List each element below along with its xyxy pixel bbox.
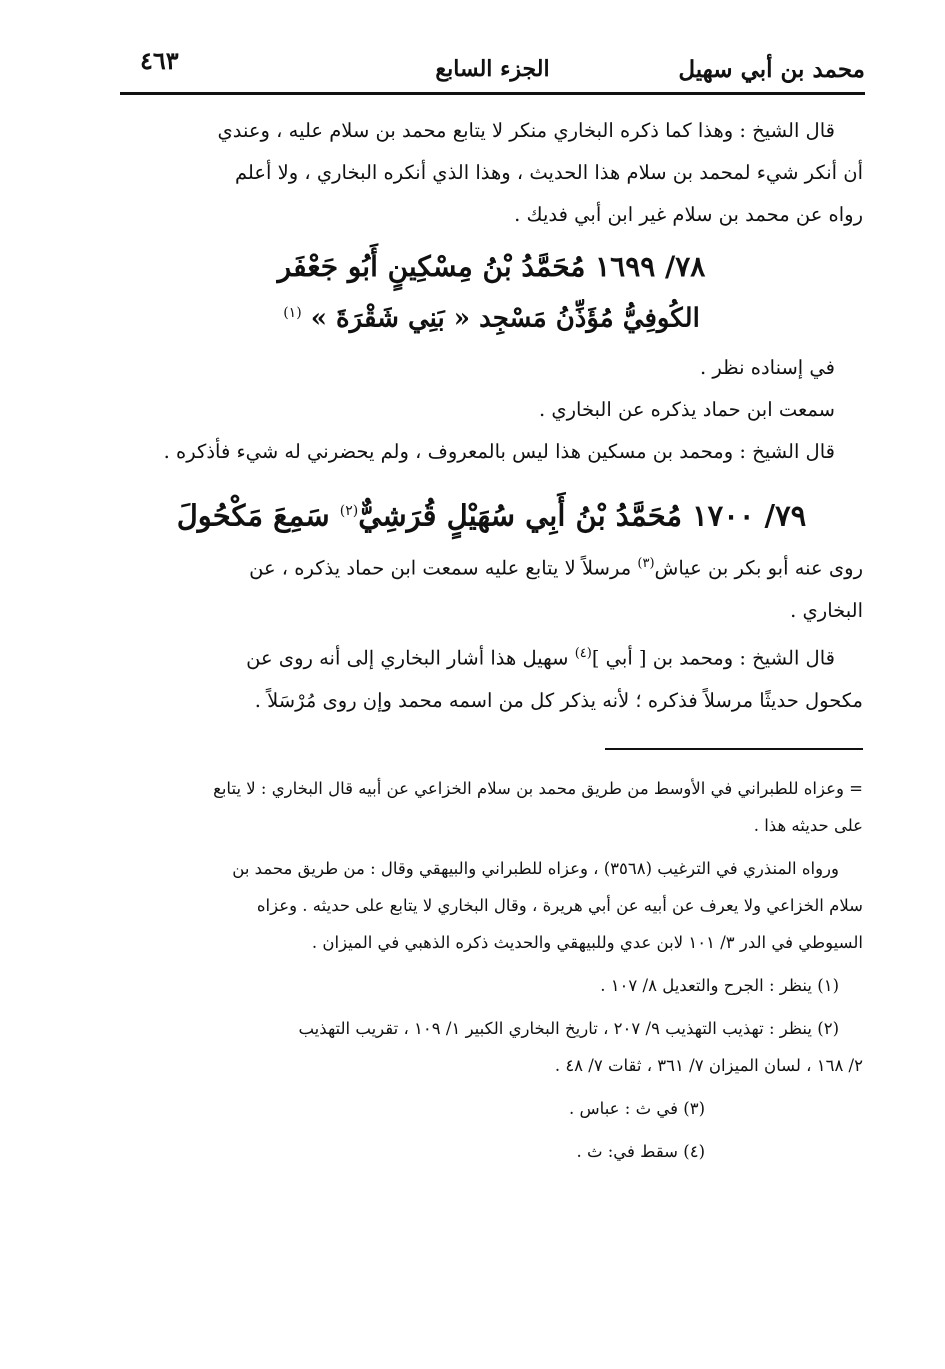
- paragraph-4-line-2: مكحول حديثًا مرسلاً فذكره ؛ لأنه يذكر كل من اسمه محمد وإن روى مُرْسَلاً .: [254, 688, 863, 712]
- paragraph-2-line-1: في إسناده نظر .: [699, 356, 835, 379]
- entry-79-title-part-1: ٧٩/ ١٧٠٠ مُحَمَّدُ بْنُ أَبِي سُهَيْلٍ قُرَشِيٌّ: [358, 498, 807, 533]
- paragraph-2-line-3: قال الشيخ : ومحمد بن مسكين هذا ليس بالمعروف ، ولم يحضرني له شيء فأذكره .: [163, 440, 835, 463]
- paragraph-4-line-1: [120, 633, 863, 680]
- footnotes: [120, 770, 863, 1176]
- footnote-continued-b-line-1: ورواه المنذري في الترغيب (٣٥٦٨) ، وعزاه للطبراني والبيهقي وقال : من طريق محمد بن: [232, 859, 839, 878]
- footnote-4: (٤) سقط في: ث .: [576, 1142, 705, 1161]
- entry-79-title: [120, 488, 863, 539]
- page-number: ٤٦٣: [140, 46, 179, 75]
- header-author: محمد بن أبي سهيل: [678, 56, 865, 83]
- footnote-separator: [605, 748, 863, 750]
- entry-78-title-line-2-wrap: [120, 290, 863, 342]
- paragraph-1-line-1: قال الشيخ : وهذا كما ذكره البخاري منكر لا يتابع محمد بن سلام عليه ، وعندي: [217, 119, 835, 142]
- footnote-1: (١) ينظر : الجرح والتعديل ٨/ ١٠٧ .: [600, 976, 839, 995]
- footnote-continued-line-1: = وعزاه للطبراني في الأوسط من طريق محمد بن سلام الخزاعي عن أبيه قال البخاري : لا يتابع: [213, 779, 863, 798]
- paragraph-1: [120, 110, 863, 236]
- footnote-ref-3: (٣): [637, 556, 655, 571]
- footnote-3: (٣) في ث : عباس .: [569, 1099, 705, 1118]
- footnote-ref-4: (٤): [574, 646, 592, 661]
- header-volume: الجزء السابع: [435, 56, 550, 82]
- paragraph-4-part-1: قال الشيخ : ومحمد بن [ أبي ]: [591, 646, 835, 670]
- paragraph-3-line-1: [120, 543, 863, 590]
- footnote-2: [120, 1010, 863, 1084]
- footnote-continued: [120, 770, 863, 844]
- footnote-ref-1: (١): [283, 305, 302, 321]
- paragraph-4-part-2: سهيل هذا أشار البخاري إلى أنه روى عن: [246, 646, 575, 670]
- entry-79-title-part-2: سَمِعَ مَكْحُولَ: [176, 498, 340, 533]
- running-header: [120, 44, 865, 95]
- paragraph-1-line-2: أن أنكر شيء لمحمد بن سلام هذا الحديث ، وهذا الذي أنكره البخاري ، ولا أعلم: [234, 161, 863, 184]
- footnote-continued-b-line-3: السيوطي في الدر ٣/ ١٠١ لابن عدي وللبيهقي والحديث ذكره الذهبي في الميزان .: [311, 933, 863, 952]
- paragraph-3-part-1: روى عنه أبو بكر بن عياش: [654, 556, 863, 580]
- footnote-continued-line-2: على حديثه هذا .: [753, 816, 863, 835]
- entry-78-title-line-1: ٧٨/ ١٦٩٩ مُحَمَّدُ بْنُ مِسْكِينٍ أَبُو جَعْفَر: [277, 250, 706, 283]
- entry-78-title-line-2: الكُوفِيُّ مُؤَذِّنُ مَسْجِد « بَنِي شَقْرَةَ »: [310, 303, 700, 334]
- paragraph-3-line-2: البخاري .: [790, 598, 863, 622]
- paragraph-2-line-2: سمعت ابن حماد يذكره عن البخاري .: [538, 398, 835, 421]
- paragraph-2: [120, 347, 863, 473]
- footnote-continued-b: [120, 850, 863, 961]
- paragraph-4: [120, 633, 863, 722]
- paragraph-3: [120, 543, 863, 632]
- footnote-2-line-2: ٢/ ١٦٨ ، لسان الميزان ٧/ ٣٦١ ، ثقات ٧/ ٤٨ .: [554, 1056, 863, 1075]
- paragraph-1-line-3: رواه عن محمد بن سلام غير ابن أبي فديك .: [514, 203, 863, 226]
- footnote-2-line-1: (٢) ينظر : تهذيب التهذيب ٩/ ٢٠٧ ، تاريخ البخاري الكبير ١/ ١٠٩ ، تقريب التهذيب: [298, 1019, 839, 1038]
- footnote-continued-b-line-2: سلام الخزاعي ولا يعرف عن أبيه عن أبي هريرة ، وقال البخاري لا يتابع على حديثه . وعزاه: [256, 896, 863, 915]
- entry-78-title: [120, 244, 863, 342]
- paragraph-3-part-2: مرسلاً لا يتابع عليه سمعت ابن حماد يذكره ، عن: [249, 556, 638, 580]
- footnote-ref-2: (٢): [339, 503, 359, 519]
